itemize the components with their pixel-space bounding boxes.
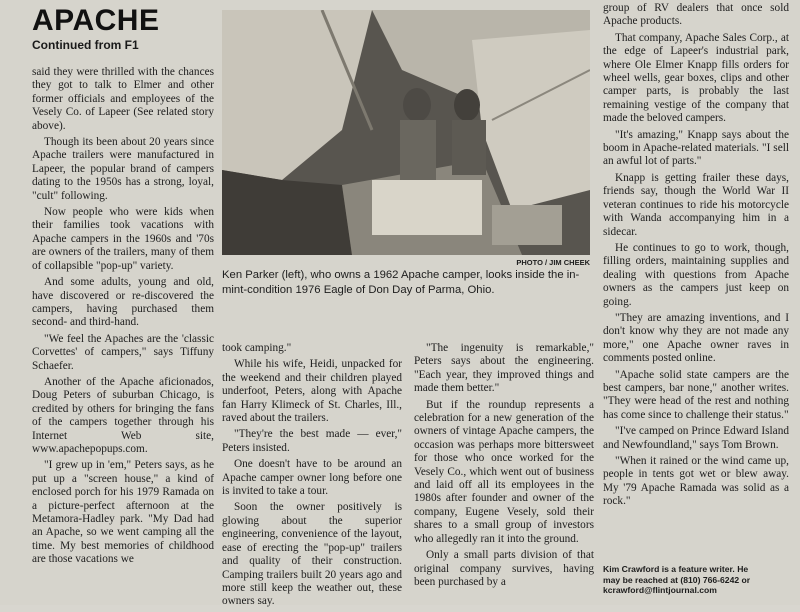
camper-photo-image [222, 10, 590, 255]
paragraph: But if the roundup represents a celebration for a new generation of the owners of vintage Apache campers, the occasion was perhaps more bittersweet for those who once worked for the Vesely Co., which went out of business and laid off all its employees in the 1980s after founder and owner of the company, Eugene Vesely, sold their shares to a small group of investors who allegedly ran it into the ground. [414, 398, 594, 545]
photo-caption: Ken Parker (left), who owns a 1962 Apache camper, looks inside the in-mint-condition 1976 Eagle of Don Day of Parma, Ohio. [222, 269, 580, 296]
paragraph: Another of the Apache aficionados, Doug Peters of suburban Chicago, is credited by others for bringing the fans of the campers together through his Internet Web site, www.apachepopups.com. [32, 375, 214, 455]
paragraph: While his wife, Heidi, unpacked for the weekend and their children played underfoot, Peters, along with Apache fan Harry Klimeck of St. Charles, Ill., raved about the trailers. [222, 358, 402, 425]
photo-credit: PHOTO / JIM CHEEK [516, 258, 590, 267]
paragraph: One doesn't have to be around an Apache camper owner long before one is invited to take a tour. [222, 458, 402, 498]
camper-photo [222, 10, 590, 255]
continued-label: Continued from F1 [32, 38, 139, 52]
paragraph: He continues to go to work, though, filling orders, maintaining supplies and dealing with questions from Apache owners as the campers just keep on going. [603, 241, 789, 308]
paragraph: Though its been about 20 years since Apache trailers were manufactured in Lapeer, the popular brand of campers dating to the 1950s has a strong, loyal, "cult" following. [32, 136, 214, 202]
paragraph: "Apache solid state campers are the best campers, bar none," another writes. "They were head of the rest and nothing has come since to challenge their status." [603, 368, 789, 421]
paragraph: Knapp is getting frailer these days, friends say, though the World War II veteran continues to ride his motorcycle with Wanda accompanying him in a sidecar. [603, 171, 789, 238]
paragraph: "It's amazing," Knapp says about the boom in Apache-related materials. "I sell an awful lot of parts." [603, 128, 789, 168]
paragraph: "I've camped on Prince Edward Island and Newfoundland," says Tom Brown. [603, 425, 789, 451]
article-column-2 [222, 342, 402, 612]
headline: APACHE [32, 4, 160, 37]
paragraph: That company, Apache Sales Corp., at the edge of Lapeer's industrial park, where Ole Elmer Knapp fills orders for wheel wells, gear boxes, clips and other camper parts, is probably the last remaining vestige of the company that made the beloved campers. [603, 31, 789, 125]
paragraph: "The ingenuity is remarkable," Peters says about the engineering. "Each year, they improved things and made them better." [414, 342, 594, 395]
paragraph: Soon the owner positively is glowing about the superior engineering, convenience of the layout, ease of erecting the "pop-up" trailers and quality of their construction. Camping trailers built 20 years ago and more still keep the weather out, these owners say. [222, 501, 402, 608]
paragraph: "We feel the Apaches are the 'classic Corvettes' of campers," says Tiffuny Schaefer. [32, 332, 214, 372]
paragraph: group of RV dealers that once sold Apache products. [603, 2, 789, 28]
paragraph: took camping." [222, 342, 292, 354]
paragraph: "They are amazing inventions, and I don't know why they are not made any more," one Apache owner raves in comments posted online. [603, 311, 789, 365]
tagline-line: may be reached at (810) 766-6242 or [603, 574, 751, 585]
article-column-1 [32, 66, 214, 570]
article-column-4 [603, 2, 789, 512]
paragraph: Only a small parts division of that original company survives, having been purchased by a [414, 549, 594, 588]
paragraph: "They're the best made — ever," Peters insisted. [222, 428, 402, 454]
paragraph: Now people who were kids when their families took vacations with Apache campers in the 1960s and '70s are owners of the trailers, many of them of collapsible "pop-up" variety. [32, 206, 214, 272]
paragraph: And some adults, young and old, have discovered or re-discovered the campers, having purchased them second- and third-hand. [32, 276, 214, 329]
paragraph: "When it rained or the wind came up, people in tents got wet or blew away. My '79 Apache Ramada was solid as a rock." [603, 455, 789, 508]
tagline-line: Kim Crawford is a feature writer. He [603, 564, 749, 574]
article-column-3 [414, 342, 594, 592]
paragraph: said they were thrilled with the chances they got to talk to Elmer and other former officials and employees of the Vesely Co. of Lapeer (See related story above). [32, 66, 214, 132]
author-tagline [603, 564, 789, 596]
tagline-email[interactable]: kcrawford@flintjournal.com [603, 585, 717, 595]
paragraph: "I grew up in 'em," Peters says, as he put up a "screen house," a kind of enclosed porch for his 1979 Ramada on a picture-perfect afternoon at the Metamora-Hadley park. "My Dad had an Apache, so we went camping all the time. My best memories of childhood are those vacations we [32, 459, 214, 566]
